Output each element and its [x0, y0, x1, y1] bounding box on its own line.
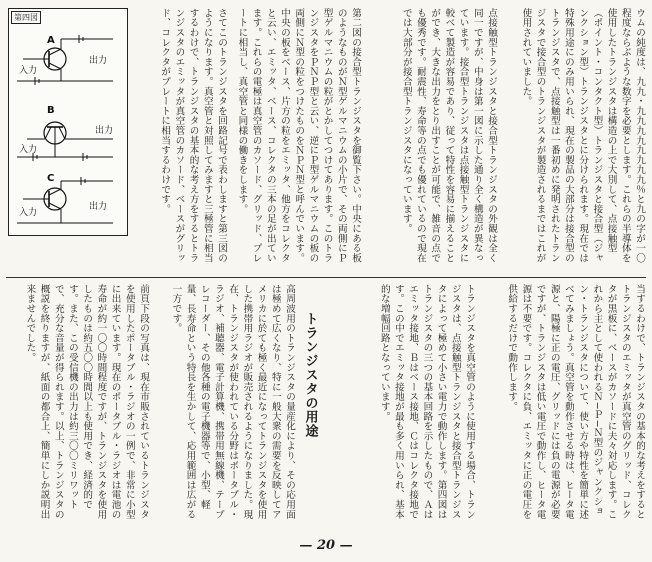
page-number: — 20 —: [299, 538, 353, 553]
section-heading-text: トランジスタの用途: [302, 312, 318, 438]
text-column-bottom-far-left: [10, 284, 150, 524]
circuit-b-letter: B: [47, 105, 55, 116]
circuit-b-output-label: 出力: [95, 126, 114, 136]
circuit-c-letter: C: [47, 173, 55, 184]
section-divider: [6, 277, 646, 278]
section-heading: [300, 280, 320, 470]
paragraph: 第二図の接合型トランジスタを御覧下さい。中央にある板のようなものがＮ型ゲルマニウムの小片で、その両側にＰ型ゲルマニウムの粒がとかしてつけてあります。このトランジスタをＰＮＰ型と云い、逆にＰ型ゲルマニウムの板の両側にＮ型の粒をつけたものをＮＰＮ型と呼んでいます。中央の板をベース、片方の粒をエミッタ、他方をコレクタと云い、エミッタ、ベース、コレクタの三本の足が出ています。これらの電極は真空管のカソード、グリッド、プレートに相当し、真空管と同様の働きをします。: [236, 8, 361, 263]
paragraph: さてこのトランジスタを回路記号で表わしますと第三図のようになります。真空管と対照してみますと三極管に相当するわけで、トランジスタの基本的な考え方をするとトランジスタのエミッタが真空管のカソード、ベースがグリッド、コレクタがプレートに相当するわけです。: [159, 8, 227, 263]
text-column-top-far-left: [138, 8, 228, 270]
paragraph: 高周波用のトランジスタの量産化により、その応用面は極めて広くなり、特に一般大衆の需要を反映してアメリカに於ても極く最近になってトランジスタを使用した携帯用ラジオが販売されるようになりました。現在、トランジスタが使われている分野はボータブル・ラジオ、補聴器、電子計算機、携帯用無線機、テープレコーダー、その他各種の電子機器等で、小型、軽量、長寿命という特長を生かして、応用範囲は広がる一方です。: [170, 284, 295, 520]
circuit-b-input-label: 入力: [19, 145, 38, 155]
circuit-a-letter: A: [47, 35, 55, 46]
text-column-top-right: [506, 8, 646, 270]
paragraph: 当するわけで、トランジスタの基本的な考えをするとトランジスタのエミッタが真空管のグリッド、コレクタが黒板に、ベースがカソードに夫々対応します。これから主として使われるＮ−Ｐ−Ｎ型のジャンクション・トランジスタについて、使い方や特性を簡単に述べてみましょう。真空管を動作させる時は、ヒータ電源と、陽極に正の電圧、グリッドには負の電源が必要ですが、トランジスタは低い電圧で動作し、ヒータ電源は不要です。コレクタに負、エミッタに正の電圧を供給するだけで動作します。: [506, 284, 645, 520]
circuit-c-output-label: 出力: [89, 202, 108, 212]
circuit-c-input-label: 入力: [19, 208, 38, 218]
circuit-a-input-label: 入力: [19, 66, 38, 76]
figure-4-circuit-diagram: [8, 8, 128, 236]
transistor-circuits-svg: [9, 9, 127, 235]
paragraph: ウムの純度は、九九・九九九九九九九九％と九の字が一〇程度ならぶような数字を必要とします。これらの半導体を使用したトランジスタは構造の上で大別して、点接触型（ポイント・コンタクト型）トランジスタと接合型（ジャンクション型）トランジスタとに分けられます。現在では特殊用途にのみ用いられ、現在の製品の大部分は接合型のトランジスタで、点接触型は一番初めに発明されたトランジスタで接合型のトランジスタが製造されるまではこれが使用されていました。: [520, 8, 645, 263]
text-column-bottom-right: [484, 284, 646, 524]
paragraph: 前頁下段の写真は、現在市販されているトランジスタを使用したポータブル・ラジオの一例で、非常に小型に出来ています。現在のポータブル・ラジオは電池の寿命が約一〇〇時間程度ですが、トランジスタを使用したものは約五〇〇時間以上も使用でき、経済的です。また、この受信機の出力は約三〇〇ミリワットで、充分な音量が得られます。以上、トランジスタの概説を終りますが、紙面の都合上、簡単にしか説明出来ませんでした。: [24, 284, 149, 520]
text-column-top-left: [234, 8, 362, 270]
text-column-top-middle: [370, 8, 498, 270]
paragraph: トランジスタを真空管のように使用する場合、トランジスタは、点接触型トランジスタと接合型トランジスタによって極めて小さい電力で動作します。第四図はトランジスタの三つの基本回路を示したもので、Ａはエミッタ接地、Ｂはベース接地、Ｃはコレクタ接地です。この中でエミッタ接地が最も多く用いられ、基本的な増幅回路となっています。: [378, 284, 475, 520]
text-column-bottom-left: [156, 284, 296, 524]
circuit-a-output-label: 出力: [89, 56, 108, 66]
text-column-bottom-middle: [326, 284, 476, 524]
figure-title: 第四図: [11, 11, 41, 24]
paragraph: 点接触型トランジスタと接合型トランジスタの外観は全く同一ですが、中身は第一図に示した通り全く構造が異なっています。接合型トランジスタは点接触型トランジスタに較べて製造が容易であり、従って特性を容易に揃えることができ、大きな出力をとり出すことが可能で、雑音の点でも優秀です。耐震性、寿命等の点でも優れているので現在では大部分が接合型トランジスタになっています。: [400, 8, 497, 263]
